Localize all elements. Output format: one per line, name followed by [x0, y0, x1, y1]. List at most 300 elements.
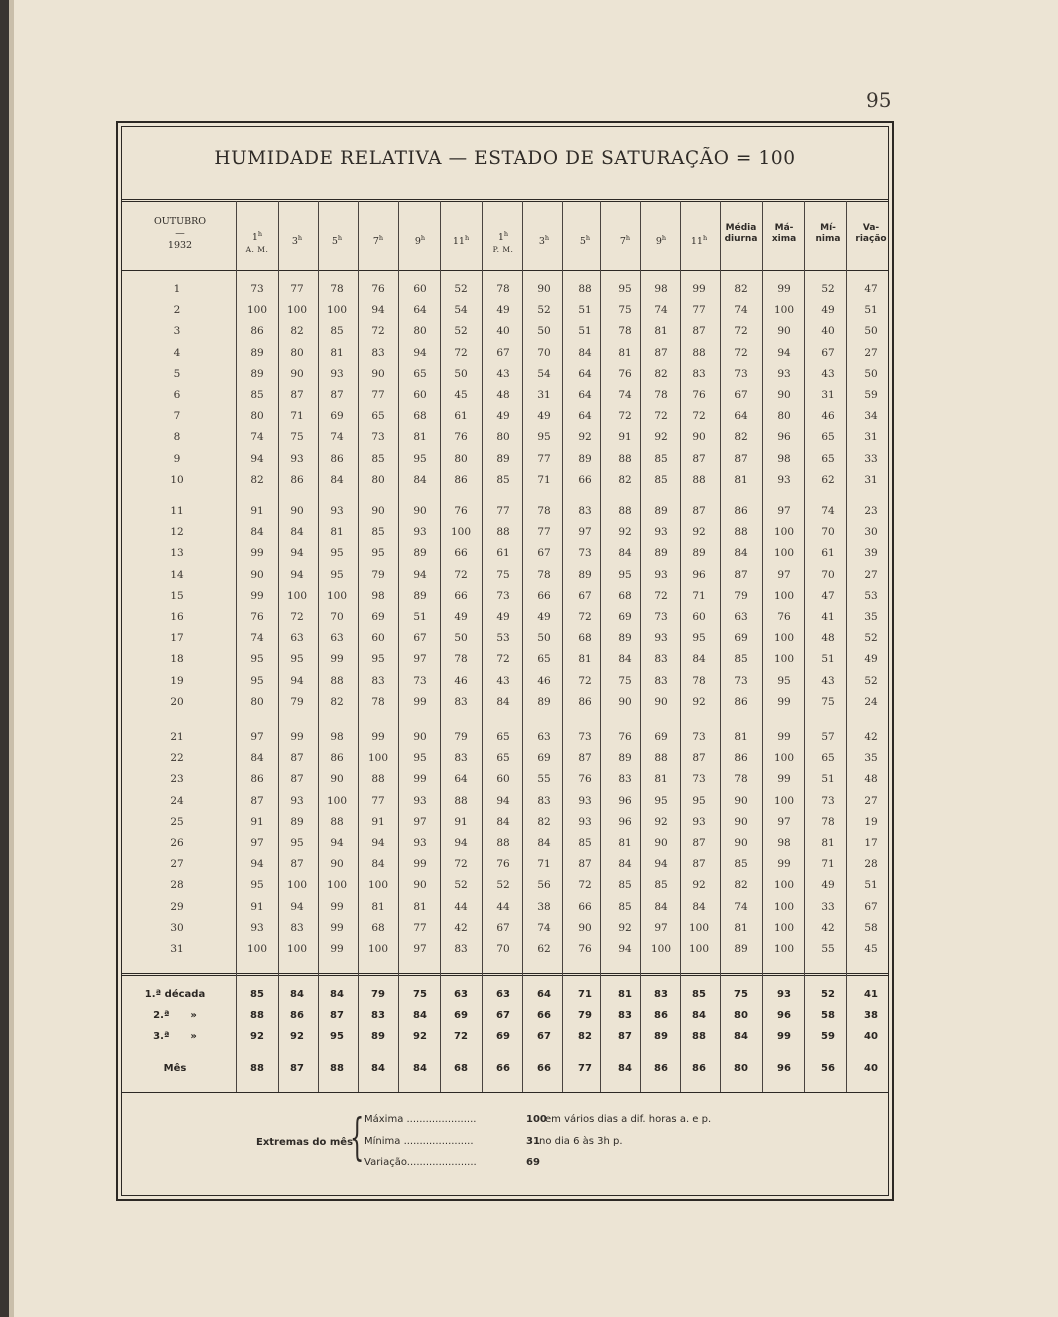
extreme-name: Variação...................... [364, 1157, 477, 1168]
table-cell: 67 [821, 346, 835, 359]
summary-cell: 52 [821, 989, 835, 1000]
table-cell: 92 [654, 431, 668, 444]
table-cell: 90 [250, 568, 264, 581]
table-cell: 100 [450, 526, 472, 539]
table-cell: 87 [578, 858, 592, 871]
summary-cell: 83 [654, 989, 668, 1000]
table-cell: 99 [371, 731, 385, 743]
table-cell: 75 [618, 674, 632, 687]
summary-cell: 64 [537, 989, 551, 1000]
table-cell: 99 [413, 773, 427, 786]
table-cell: 72 [454, 858, 468, 871]
table-cell: 95 [330, 547, 344, 560]
header-hour-number: 11 [452, 236, 465, 248]
table-cell: 80 [496, 431, 510, 444]
day-label: 11 [170, 505, 184, 517]
table-cell: 72 [454, 346, 468, 359]
table-cell: 99 [777, 283, 791, 295]
day-label: 16 [170, 611, 184, 623]
header-minima-line1: Mí- [820, 223, 836, 233]
table-cell: 88 [692, 473, 706, 486]
table-cell: 83 [578, 505, 592, 517]
table-cell: 65 [821, 452, 835, 465]
table-cell: 83 [537, 794, 551, 807]
table-cell: 55 [537, 773, 551, 786]
header-minima-line2: nima [815, 234, 841, 244]
table-cell: 67 [864, 900, 878, 913]
table-cell: 90 [734, 837, 748, 849]
table-cell: 87 [290, 752, 304, 765]
table-cell: 95 [692, 632, 706, 645]
header-variacao [849, 223, 893, 245]
table-cell: 100 [650, 943, 672, 955]
table-cell: 72 [371, 325, 385, 338]
table-cell: 94 [290, 547, 304, 560]
table-cell: 99 [777, 731, 791, 743]
summary-cell: 66 [537, 1010, 551, 1021]
table-cell: 52 [454, 879, 468, 892]
table-cell: 95 [290, 837, 304, 849]
table-cell: 83 [618, 773, 632, 786]
table-cell: 87 [290, 773, 304, 786]
column-rule [640, 201, 641, 1092]
table-cell: 94 [290, 900, 304, 913]
table-cell: 52 [496, 879, 510, 892]
table-cell: 42 [454, 921, 468, 934]
table-cell: 95 [413, 452, 427, 465]
table-cell: 85 [654, 452, 668, 465]
table-cell: 87 [290, 858, 304, 871]
table-cell: 91 [250, 815, 264, 828]
table-cell: 90 [654, 837, 668, 849]
table-cell: 93 [654, 526, 668, 539]
table-cell: 100 [773, 752, 795, 765]
table-cell: 62 [821, 473, 835, 486]
table-cell: 75 [496, 568, 510, 581]
table-cell: 97 [578, 526, 592, 539]
day-label: 30 [170, 921, 184, 934]
table-cell: 79 [371, 568, 385, 581]
column-rule [236, 201, 237, 1092]
table-cell: 73 [734, 674, 748, 687]
table-cell: 99 [413, 695, 427, 708]
table-cell: 91 [618, 431, 632, 444]
table-cell: 89 [654, 547, 668, 560]
table-cell: 49 [864, 653, 878, 666]
table-cell: 81 [413, 900, 427, 913]
header-hour-number: 7 [372, 236, 379, 248]
table-cell: 79 [454, 731, 468, 743]
table-cell: 34 [864, 410, 878, 423]
table-cell: 86 [290, 473, 304, 486]
header-hour-11 [679, 232, 719, 248]
table-cell: 82 [734, 283, 748, 295]
day-label: 15 [170, 589, 184, 602]
summary-divider [121, 1092, 889, 1093]
table-cell: 92 [618, 921, 632, 934]
table-cell: 78 [734, 773, 748, 786]
table-cell: 82 [290, 325, 304, 338]
summary-cell: 95 [330, 1031, 344, 1042]
day-label: 25 [170, 815, 184, 828]
table-cell: 99 [413, 858, 427, 871]
summary-cell: 40 [864, 1031, 878, 1042]
table-cell: 75 [821, 695, 835, 708]
summary-cell: 81 [618, 989, 632, 1000]
table-cell: 93 [578, 794, 592, 807]
table-cell: 92 [578, 431, 592, 444]
day-label: 3 [173, 325, 181, 338]
summary-cell: 88 [330, 1063, 344, 1074]
summary-cell: 88 [692, 1031, 706, 1042]
table-cell: 73 [692, 773, 706, 786]
table-cell: 52 [454, 325, 468, 338]
table-cell: 35 [864, 752, 878, 765]
table-cell: 100 [773, 653, 795, 666]
table-cell: 78 [537, 505, 551, 517]
table-cell: 99 [250, 547, 264, 560]
table-cell: 86 [578, 695, 592, 708]
table-cell: 27 [864, 568, 878, 581]
table-cell: 84 [618, 547, 632, 560]
table-cell: 76 [454, 431, 468, 444]
summary-cell: 38 [864, 1010, 878, 1021]
table-cell: 50 [537, 325, 551, 338]
table-cell: 81 [734, 473, 748, 486]
table-cell: 90 [777, 325, 791, 338]
header-variacao-line2: riação [855, 234, 887, 244]
table-cell: 65 [821, 431, 835, 444]
table-cell: 73 [578, 731, 592, 743]
table-cell: 52 [864, 632, 878, 645]
header-media [719, 223, 763, 245]
day-label: 24 [170, 794, 184, 807]
summary-cell: 80 [734, 1010, 748, 1021]
table-cell: 74 [250, 431, 264, 444]
table-cell: 97 [777, 505, 791, 517]
table-cell: 60 [413, 389, 427, 401]
header-hour-9 [605, 232, 645, 248]
table-cell: 43 [821, 674, 835, 687]
table-cell: 31 [864, 431, 878, 444]
table-cell: 99 [330, 900, 344, 913]
table-cell: 95 [250, 653, 264, 666]
day-label: 12 [170, 526, 184, 539]
table-cell: 98 [777, 452, 791, 465]
table-cell: 88 [330, 815, 344, 828]
table-cell: 50 [864, 367, 878, 380]
table-cell: 94 [618, 943, 632, 955]
table-cell: 84 [290, 526, 304, 539]
table-cell: 91 [454, 815, 468, 828]
table-cell: 64 [734, 410, 748, 423]
table-cell: 49 [537, 611, 551, 623]
table-cell: 51 [864, 304, 878, 317]
table-cell: 89 [496, 452, 510, 465]
table-cell: 35 [864, 611, 878, 623]
table-cell: 77 [413, 921, 427, 934]
table-cell: 78 [618, 325, 632, 338]
table-cell: 51 [413, 611, 427, 623]
table-cell: 19 [864, 815, 878, 828]
column-rule [846, 201, 847, 1092]
day-label: 20 [170, 695, 184, 708]
table-cell: 44 [496, 900, 510, 913]
table-cell: 79 [734, 589, 748, 602]
table-cell: 38 [537, 900, 551, 913]
table-cell: 49 [454, 611, 468, 623]
table-cell: 77 [692, 304, 706, 317]
table-cell: 82 [330, 695, 344, 708]
header-hour-6 [483, 228, 523, 256]
table-cell: 83 [371, 674, 385, 687]
summary-cell: 92 [250, 1031, 264, 1042]
header-variacao-line1: Va- [862, 223, 880, 233]
table-cell: 61 [496, 547, 510, 560]
table-cell: 88 [618, 452, 632, 465]
table-cell: 41 [821, 611, 835, 623]
table-cell: 97 [250, 837, 264, 849]
summary-cell: 84 [413, 1063, 427, 1074]
column-rule [398, 201, 399, 1092]
table-cell: 73 [654, 611, 668, 623]
table-cell: 90 [578, 921, 592, 934]
page-number: 95 [866, 88, 892, 112]
summary-cell: 96 [777, 1063, 791, 1074]
table-cell: 100 [773, 632, 795, 645]
table-cell: 92 [692, 526, 706, 539]
day-label: 29 [170, 900, 184, 913]
table-cell: 94 [371, 304, 385, 317]
table-cell: 72 [618, 410, 632, 423]
table-cell: 84 [330, 473, 344, 486]
table-cell: 86 [330, 752, 344, 765]
table-cell: 99 [330, 653, 344, 666]
table-cell: 33 [821, 900, 835, 913]
summary-cell: 67 [496, 1010, 510, 1021]
table-cell: 100 [246, 943, 268, 955]
summary-cell: 84 [413, 1010, 427, 1021]
table-cell: 88 [734, 526, 748, 539]
table-cell: 84 [654, 900, 668, 913]
table-cell: 100 [773, 879, 795, 892]
table-cell: 82 [734, 879, 748, 892]
table-cell: 72 [578, 674, 592, 687]
summary-cell: 82 [578, 1031, 592, 1042]
table-cell: 48 [821, 632, 835, 645]
table-cell: 80 [777, 410, 791, 423]
table-cell: 94 [413, 346, 427, 359]
table-cell: 97 [777, 815, 791, 828]
table-cell: 73 [250, 283, 264, 295]
table-cell: 50 [537, 632, 551, 645]
table-cell: 88 [454, 794, 468, 807]
table-cell: 93 [777, 473, 791, 486]
header-maxima-line2: xima [771, 234, 797, 244]
header-hour-4 [400, 232, 440, 248]
header-month-cell [125, 216, 235, 252]
summary-cell: 84 [290, 989, 304, 1000]
table-cell: 96 [692, 568, 706, 581]
summary-cell: 89 [654, 1031, 668, 1042]
table-cell: 31 [821, 389, 835, 401]
table-cell: 80 [250, 695, 264, 708]
table-cell: 52 [864, 674, 878, 687]
day-label: 5 [173, 367, 181, 380]
table-cell: 80 [290, 346, 304, 359]
table-cell: 44 [454, 900, 468, 913]
table-cell: 76 [618, 731, 632, 743]
header-hour-8 [565, 232, 605, 248]
table-cell: 97 [413, 943, 427, 955]
table-cell: 76 [496, 858, 510, 871]
table-cell: 84 [618, 653, 632, 666]
extreme-name: Mínima ...................... [364, 1136, 474, 1147]
table-cell: 76 [692, 389, 706, 401]
table-cell: 97 [250, 731, 264, 743]
table-cell: 69 [537, 752, 551, 765]
table-cell: 85 [618, 879, 632, 892]
table-cell: 85 [578, 837, 592, 849]
table-cell: 86 [250, 773, 264, 786]
table-cell: 76 [250, 611, 264, 623]
table-cell: 87 [692, 452, 706, 465]
table-cell: 80 [250, 410, 264, 423]
table-cell: 40 [821, 325, 835, 338]
table-cell: 89 [290, 815, 304, 828]
column-rule [440, 201, 441, 1092]
column-rule [522, 201, 523, 1092]
day-label: 26 [170, 837, 184, 849]
table-cell: 58 [864, 921, 878, 934]
extreme-value: 31 [526, 1136, 540, 1147]
table-cell: 84 [692, 653, 706, 666]
header-hour-number: 7 [619, 236, 626, 248]
summary-label: Mês [163, 1063, 187, 1074]
day-label: 8 [173, 431, 181, 444]
table-cell: 64 [413, 304, 427, 317]
header-hour-suffix: h [420, 234, 426, 242]
table-cell: 84 [371, 858, 385, 871]
table-cell: 66 [578, 473, 592, 486]
summary-cell: 86 [654, 1063, 668, 1074]
table-cell: 93 [654, 632, 668, 645]
extreme-note: no dia 6 às 3h p. [539, 1136, 623, 1147]
table-cell: 94 [371, 837, 385, 849]
header-period: A. M. [245, 245, 269, 255]
header-hour-number: 5 [579, 236, 586, 248]
table-cell: 94 [330, 837, 344, 849]
table-cell: 23 [864, 505, 878, 517]
summary-cell: 63 [496, 989, 510, 1000]
table-cell: 39 [864, 547, 878, 560]
table-cell: 67 [496, 921, 510, 934]
table-cell: 100 [688, 943, 710, 955]
table-cell: 73 [496, 589, 510, 602]
table-cell: 90 [413, 731, 427, 743]
table-cell: 87 [734, 452, 748, 465]
table-cell: 92 [618, 526, 632, 539]
table-cell: 85 [654, 879, 668, 892]
table-cell: 66 [578, 900, 592, 913]
table-cell: 82 [537, 815, 551, 828]
table-cell: 100 [773, 921, 795, 934]
summary-cell: 69 [454, 1010, 468, 1021]
column-rule [680, 201, 681, 1092]
day-label: 6 [173, 389, 181, 401]
extremes-label: Extremas do mês [256, 1137, 354, 1148]
table-cell: 97 [654, 921, 668, 934]
header-hour-suffix: h [625, 234, 631, 242]
table-cell: 90 [371, 367, 385, 380]
table-cell: 64 [454, 773, 468, 786]
table-cell: 72 [454, 568, 468, 581]
table-cell: 83 [654, 653, 668, 666]
header-hour-3 [358, 232, 398, 248]
table-cell: 84 [578, 346, 592, 359]
table-cell: 87 [692, 858, 706, 871]
summary-cell: 84 [692, 1010, 706, 1021]
header-hour-suffix: h [661, 234, 667, 242]
table-cell: 87 [290, 389, 304, 401]
table-cell: 54 [537, 367, 551, 380]
table-cell: 74 [330, 431, 344, 444]
table-cell: 95 [250, 879, 264, 892]
summary-cell: 87 [290, 1063, 304, 1074]
table-cell: 69 [618, 611, 632, 623]
table-cell: 100 [367, 752, 389, 765]
table-cell: 67 [734, 389, 748, 401]
column-rule [318, 201, 319, 1092]
summary-cell: 59 [821, 1031, 835, 1042]
table-cell: 52 [537, 304, 551, 317]
binding-gutter [0, 0, 9, 1317]
table-cell: 87 [578, 752, 592, 765]
table-cell: 100 [773, 304, 795, 317]
table-cell: 87 [692, 837, 706, 849]
table-cell: 69 [654, 731, 668, 743]
table-cell: 65 [821, 752, 835, 765]
table-cell: 99 [777, 858, 791, 871]
table-cell: 100 [367, 879, 389, 892]
table-cell: 70 [821, 526, 835, 539]
table-cell: 77 [537, 526, 551, 539]
table-cell: 64 [578, 410, 592, 423]
summary-cell: 83 [371, 1010, 385, 1021]
table-cell: 82 [654, 367, 668, 380]
table-cell: 72 [496, 653, 510, 666]
table-cell: 53 [496, 632, 510, 645]
table-cell: 85 [371, 452, 385, 465]
day-label: 31 [170, 943, 184, 955]
table-cell: 75 [290, 431, 304, 444]
summary-cell: 89 [371, 1031, 385, 1042]
table-cell: 65 [537, 653, 551, 666]
day-label: 22 [170, 752, 184, 765]
summary-cell: 93 [777, 989, 791, 1000]
header-hour-number: 3 [538, 236, 545, 248]
table-cell: 80 [454, 452, 468, 465]
table-cell: 81 [618, 837, 632, 849]
table-cell: 69 [330, 410, 344, 423]
table-cell: 55 [821, 943, 835, 955]
table-cell: 50 [864, 325, 878, 338]
summary-cell: 66 [537, 1063, 551, 1074]
table-cell: 87 [692, 505, 706, 517]
table-cell: 100 [773, 900, 795, 913]
table-cell: 31 [537, 389, 551, 401]
table-cell: 96 [618, 815, 632, 828]
